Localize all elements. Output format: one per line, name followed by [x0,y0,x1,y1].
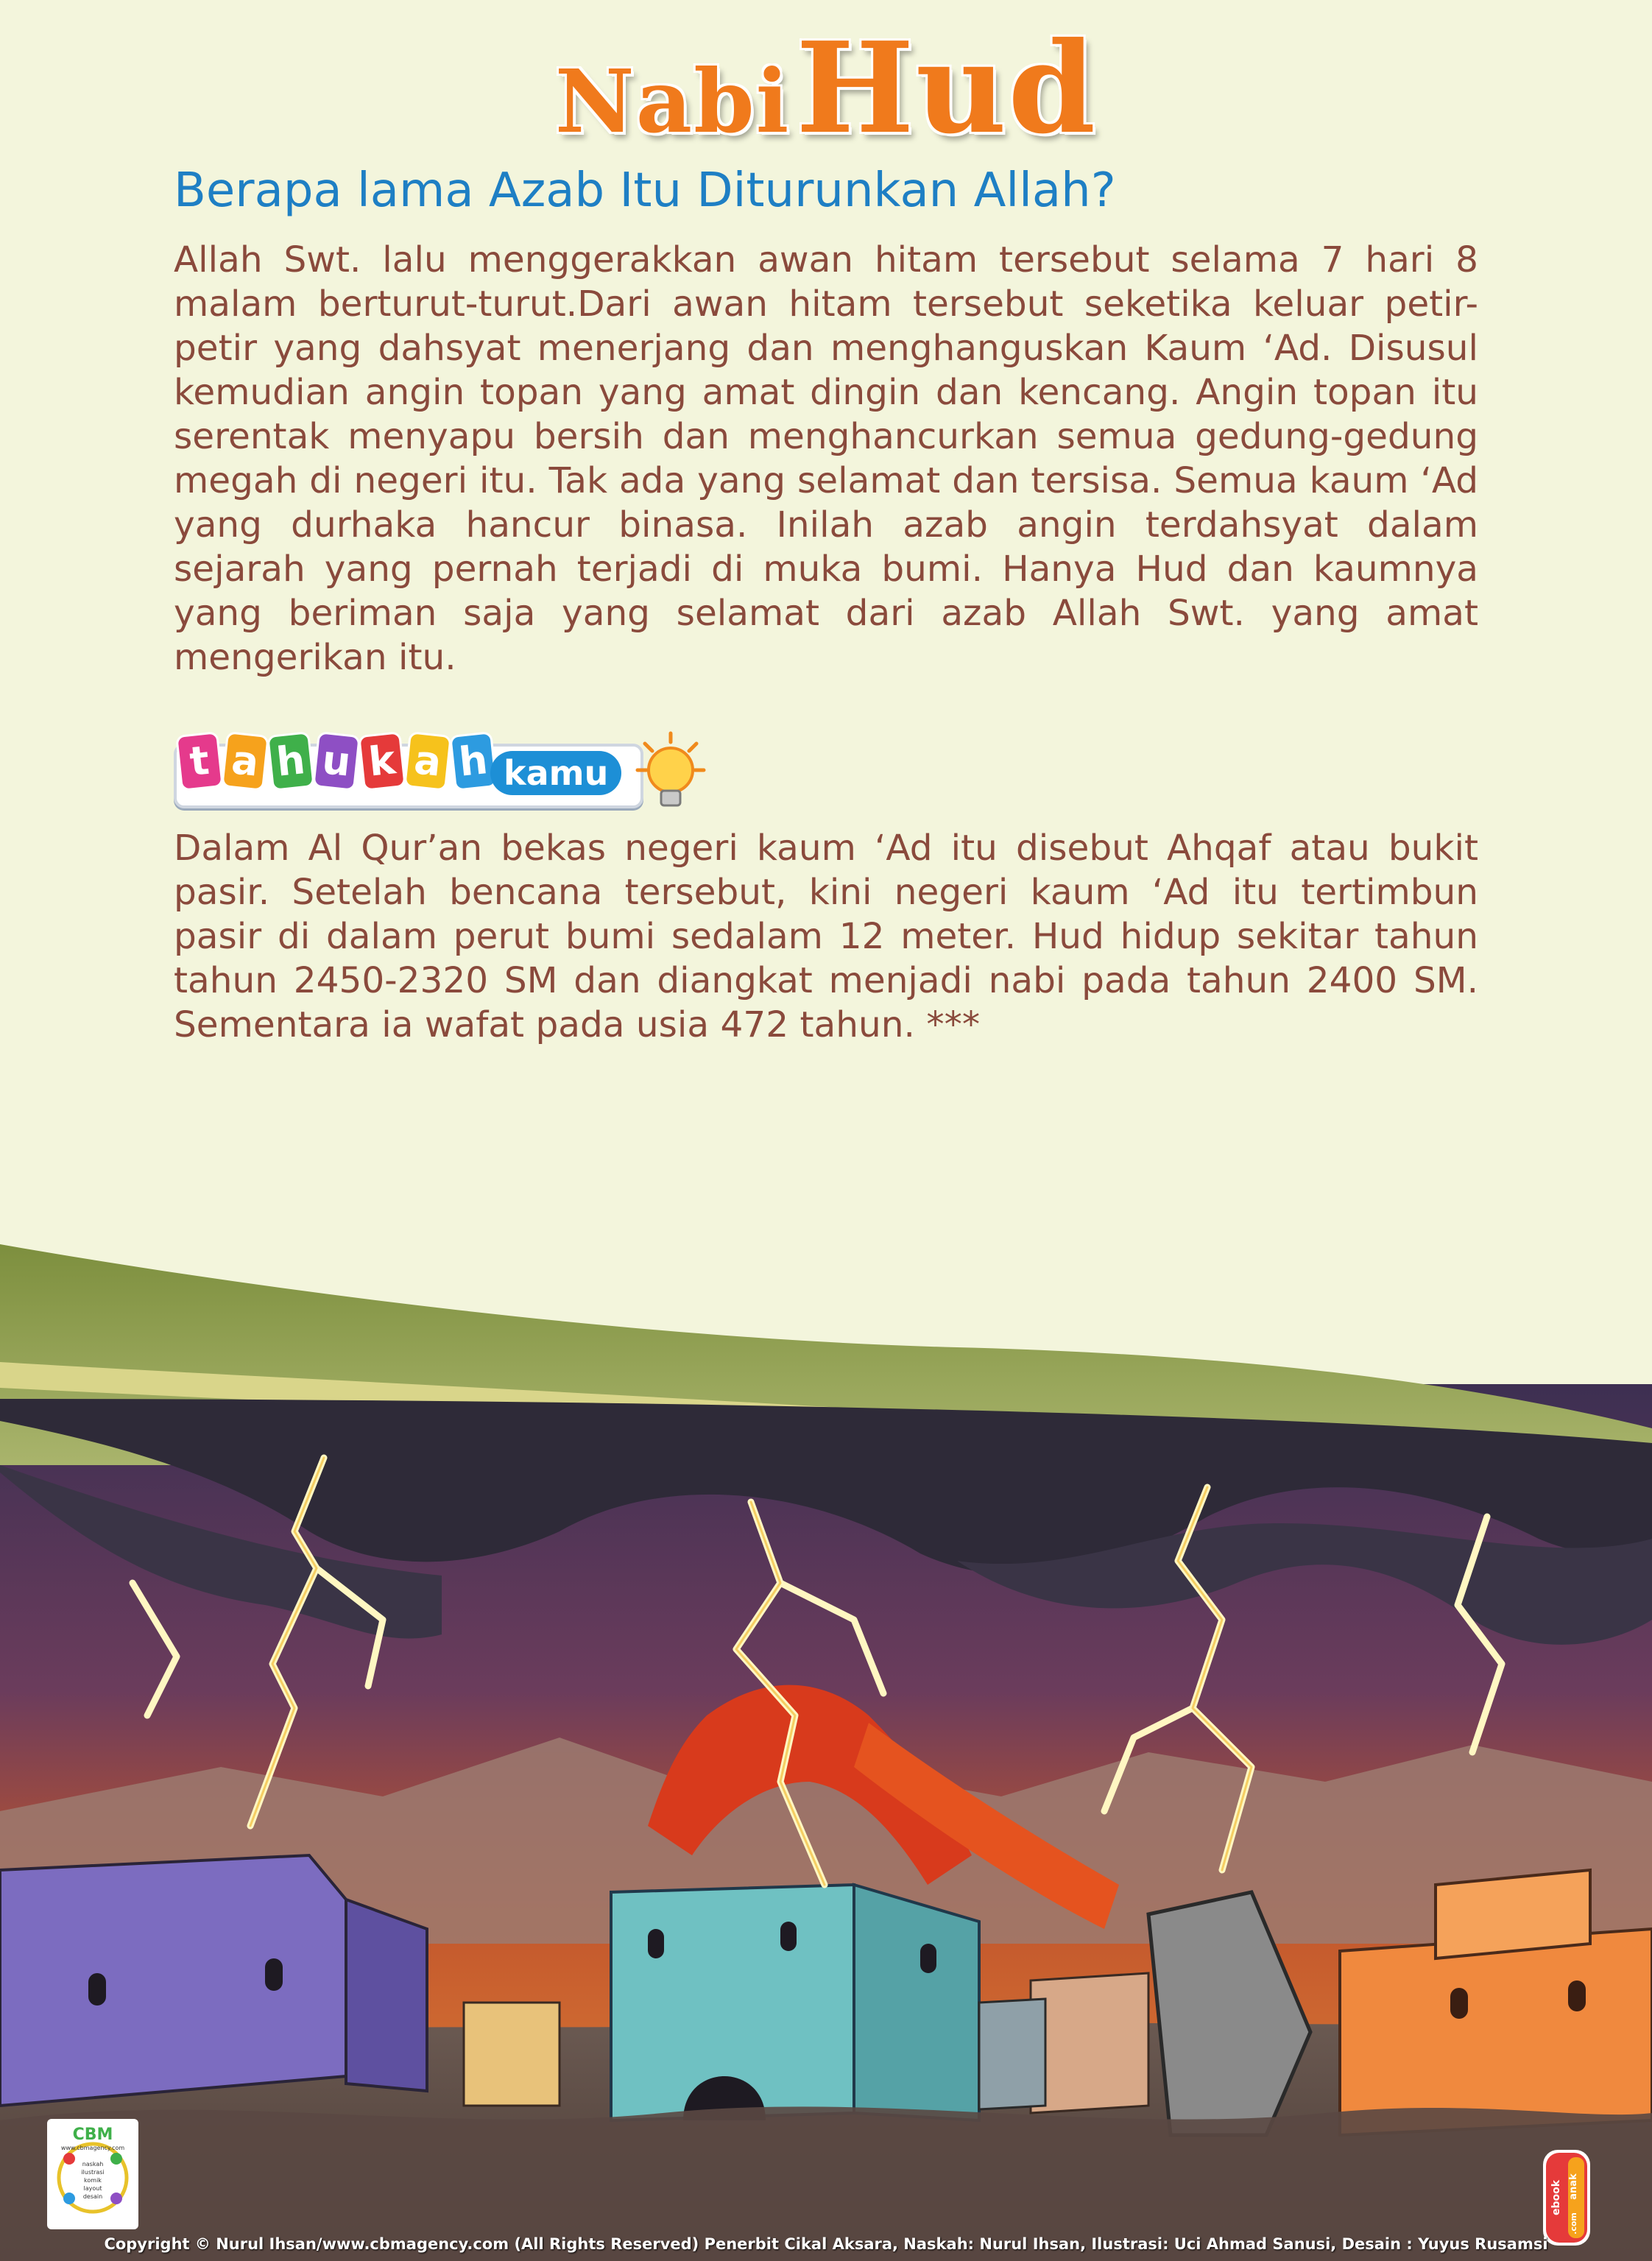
badge-letter: h [266,731,315,791]
badge-letter: h [449,731,498,791]
cbm-logo-role: desain [82,2193,103,2200]
ebook-anak-logo [1543,2150,1590,2246]
copyright-line: Copyright © Nurul Ihsan/www.cbmagency.com (All Rights Reserved) Penerbit Cikal Aksara, Naskah: Nurul Ihsan, Ilustrasi: Uci Ahmad Sanusi, Desain : Yuyus Rusamsi [104,2235,1548,2253]
cbm-logo-role: layout [83,2185,102,2192]
badge-letter: k [358,731,406,791]
fact-paragraph: Dalam Al Qur’an bekas negeri kaum ‘Ad itu disebut Ahqaf atau bukit pasir. Setelah bencana tersebut, kini negeri kaum ‘Ad itu tertimbun pasir di dalam perut bumi sedalam 12 meter. Hud hidup sekitar tahun tahun 2450-2320 SM dan diangkat menjadi nabi pada tahun 2400 SM. Sementara ia wafat pada usia 472 tahun. *** [174,828,1478,1045]
badge-letters [178,733,495,789]
ebook-logo-word: ebook [1550,2179,1562,2216]
cbm-logo-role: ilustrasi [81,2169,105,2176]
cbm-logo-graphic [47,2119,138,2229]
section-heading: Berapa lama Azab Itu Diturunkan Allah? [174,163,1116,218]
cbm-logo-role: komik [84,2177,102,2184]
badge-letter: a [403,731,452,791]
badge-word-kamu: kamu [490,751,621,795]
badge-letter: a [221,731,269,791]
cbm-logo-role: naskah [82,2161,104,2167]
cbm-agency-logo [47,2119,138,2229]
lightbulb-icon [630,727,711,816]
ebook-logo-word: anak [1568,2173,1579,2200]
story-paragraph: Allah Swt. lalu menggerakkan awan hitam tersebut selama 7 hari 8 malam berturut-turut.Dari awan hitam tersebut seketika keluar petir-petir yang dahsyat menerjang dan menghanguskan Kaum ‘Ad. Disusul kemudian angin topan yang amat dingin dan kencang. Angin topan itu serentak menyapu bersih dan menghancurkan semua gedung-gedung megah di negeri itu. Tak ada yang selamat dan tersisa. Semua kaum ‘Ad yang durhaka hancur binasa. Inilah azab angin terdahsyat dalam sejarah yang pernah terjadi di muka bumi. Hanya Hud dan kaumnya yang beriman saja yang selamat dari azab Allah Swt. yang amat mengerikan itu. [174,239,1478,678]
badge-letter: t [175,731,224,791]
ebook-logo-domain: .com [1569,2212,1578,2234]
cbm-logo-url: www.cbmagency.com [60,2145,125,2151]
title-part1: Nabi [554,50,791,152]
badge-letter: u [312,731,361,791]
cbm-logo-name: CBM [72,2126,113,2144]
did-you-know-badge [174,727,719,816]
title-part2: Hud [796,15,1098,162]
page-title [0,15,1652,162]
